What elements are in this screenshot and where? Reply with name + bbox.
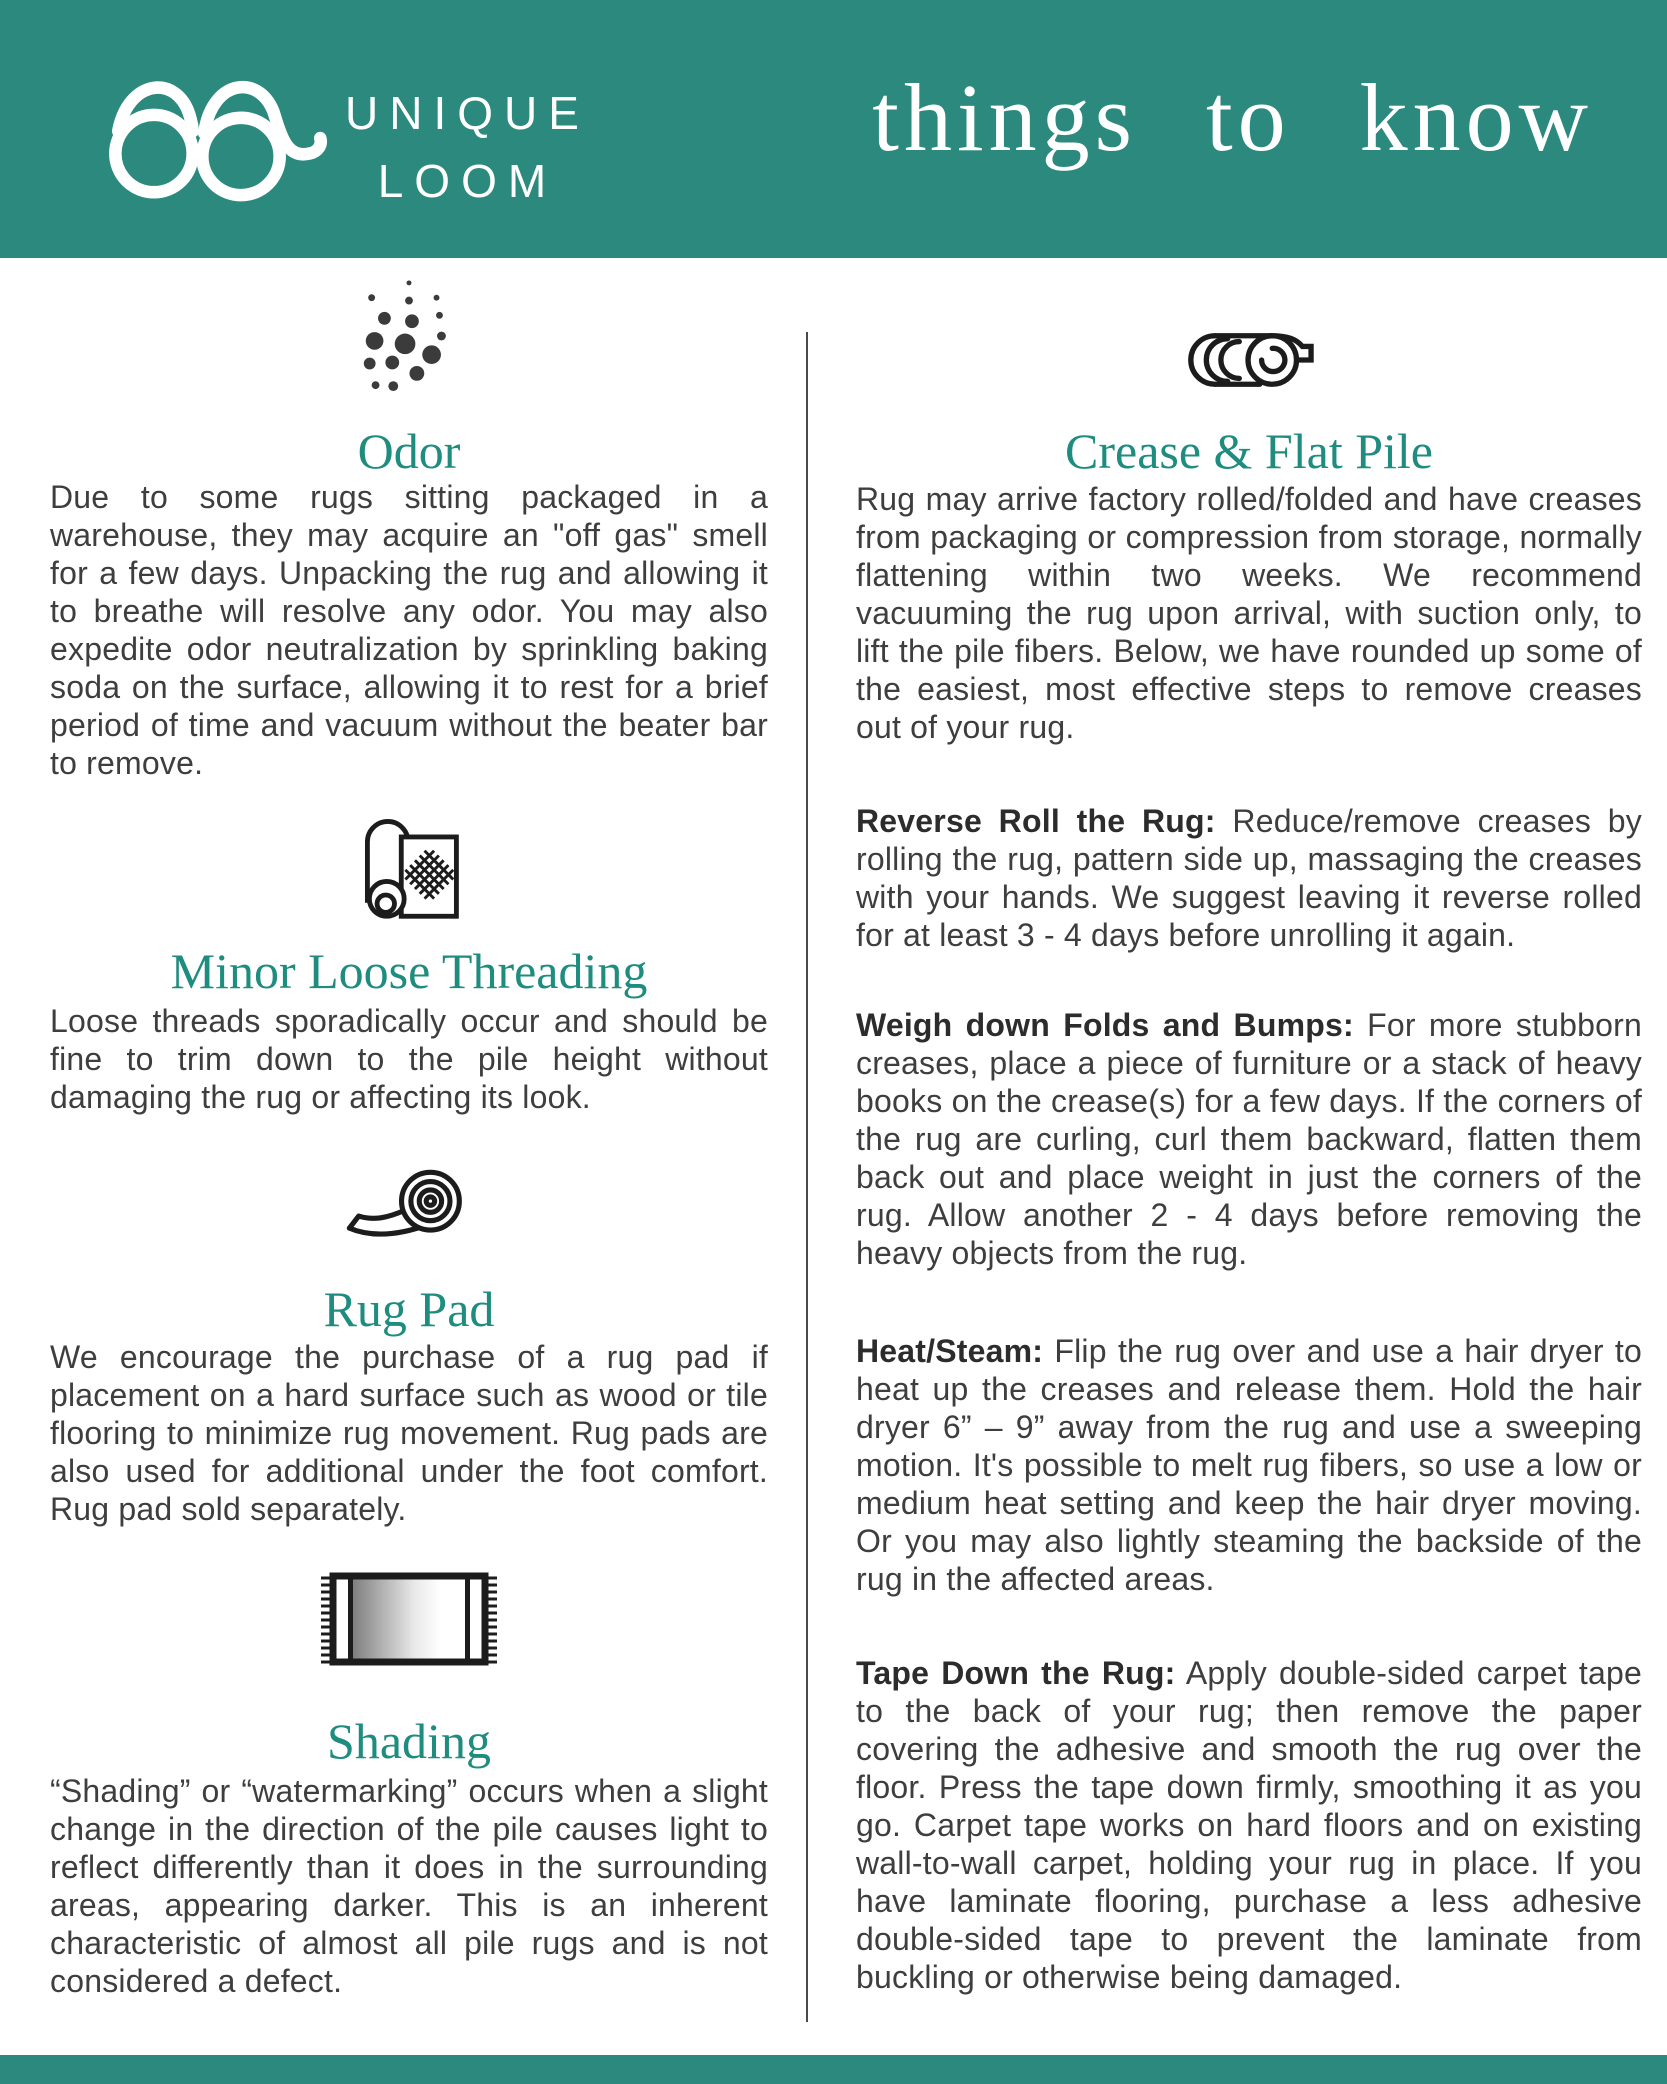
section-heading-shading: Shading: [327, 1713, 491, 1769]
tip-text: For more stubborn creases, place a piece of furniture or a stack of heavy books on the crease(s) for a few days. If the corners of the rug are curling, curl them backward, flatten them back out and place weight in just the corners of the rug. Allow another 2 - 4 days before removing the heavy objects from the rug.: [856, 1007, 1642, 1271]
section-body-crease: Rug may arrive factory rolled/folded and have creases from packaging or compression from storage, normally flattening within two weeks. We recommend vacuuming the rug upon arrival, with suction only, to lift the pile fibers. Below, we have rounded up some of the easiest, most effective steps to remove creases out of your rug.: [856, 481, 1642, 745]
section-body-rug-pad: We encourage the purchase of a rug pad if placement on a hard surface such as wood or tile flooring to minimize rug movement. Rug pads are also used for additional under the foot comfort. Rug pad sold separately.: [50, 1339, 768, 1527]
tip-label: Reverse Roll the Rug:: [856, 803, 1216, 839]
brand-line1: UNIQUE: [345, 87, 590, 139]
unique-loom-logo-icon: [96, 50, 328, 202]
tip-label: Tape Down the Rug:: [856, 1655, 1176, 1691]
section-heading-rug-pad: Rug Pad: [323, 1281, 495, 1337]
loose-thread-rug-icon: [50, 806, 768, 924]
shaded-rug-icon: [50, 1570, 768, 1668]
tip-text: Reduce/remove creases by rolling the rug, pattern side up, massaging the creases with your hands. We suggest leaving it reverse rolled for at least 3 - 4 days before unrolling it again.: [856, 803, 1642, 953]
section-body-shading: “Shading” or “watermarking” occurs when a slight change in the direction of the pile causes light to reflect differently than it does in the surrounding areas, appearing darker. This is an inherent characteristic of almost all pile rugs and is not considered a defect.: [50, 1773, 768, 1999]
page-title: things to know: [872, 64, 1593, 171]
section-heading-odor: Odor: [357, 423, 461, 479]
odor-dots-icon: [50, 278, 768, 394]
tip-label: Heat/Steam:: [856, 1333, 1044, 1369]
section-body-loose-threading: Loose threads sporadically occur and should be fine to trim down to the pile height without damaging the rug or affecting its look.: [50, 1003, 768, 1115]
tip-reverse-roll: [856, 802, 1642, 954]
column-divider: [806, 332, 808, 2022]
tip-heat-steam: [856, 1332, 1642, 1598]
section-body-odor: Due to some rugs sitting packaged in a warehouse, they may acquire an "off gas" smell for a few days. Unpacking the rug and allowing it to breathe will resolve any odor. You may also expedite odor neutralization by sprinkling baking soda on the surface, allowing it to rest for a brief period of time and vacuum without the beater bar to remove.: [50, 479, 768, 781]
tip-tape-down: [856, 1654, 1642, 1996]
tip-weigh-down: [856, 1006, 1642, 1272]
rolled-rug-icon: [856, 328, 1642, 392]
tip-label: Weigh down Folds and Bumps:: [856, 1007, 1354, 1043]
section-heading-loose-threading: Minor Loose Threading: [170, 943, 648, 999]
brand-line2: LOOM: [377, 155, 558, 207]
footer-band: [0, 2055, 1667, 2084]
header-band: [0, 0, 1667, 258]
brand-wordmark: [345, 86, 590, 208]
tip-text: Apply double-sided carpet tape to the back of your rug; then remove the paper covering the adhesive and smooth the rug over the floor. Press the tape down firmly, smoothing it as you go. Carpet tape works on hard floors and on existing wall-to-wall carpet, holding your rug in place. If you have laminate flooring, purchase a less adhesive double-sided tape to prevent the laminate from buckling or otherwise being damaged.: [856, 1655, 1643, 1995]
rug-pad-roll-icon: [50, 1162, 768, 1244]
section-heading-crease: Crease & Flat Pile: [1065, 423, 1433, 479]
tip-text: Flip the rug over and use a hair dryer to heat up the creases and release them. Hold the hair dryer 6” – 9” away from the rug and use a sweeping motion. It's possible to melt rug fibers, so use a low or medium heat setting and keep the hair dryer moving. Or you may also lightly steaming the backside of the rug in the affected areas.: [856, 1333, 1642, 1597]
